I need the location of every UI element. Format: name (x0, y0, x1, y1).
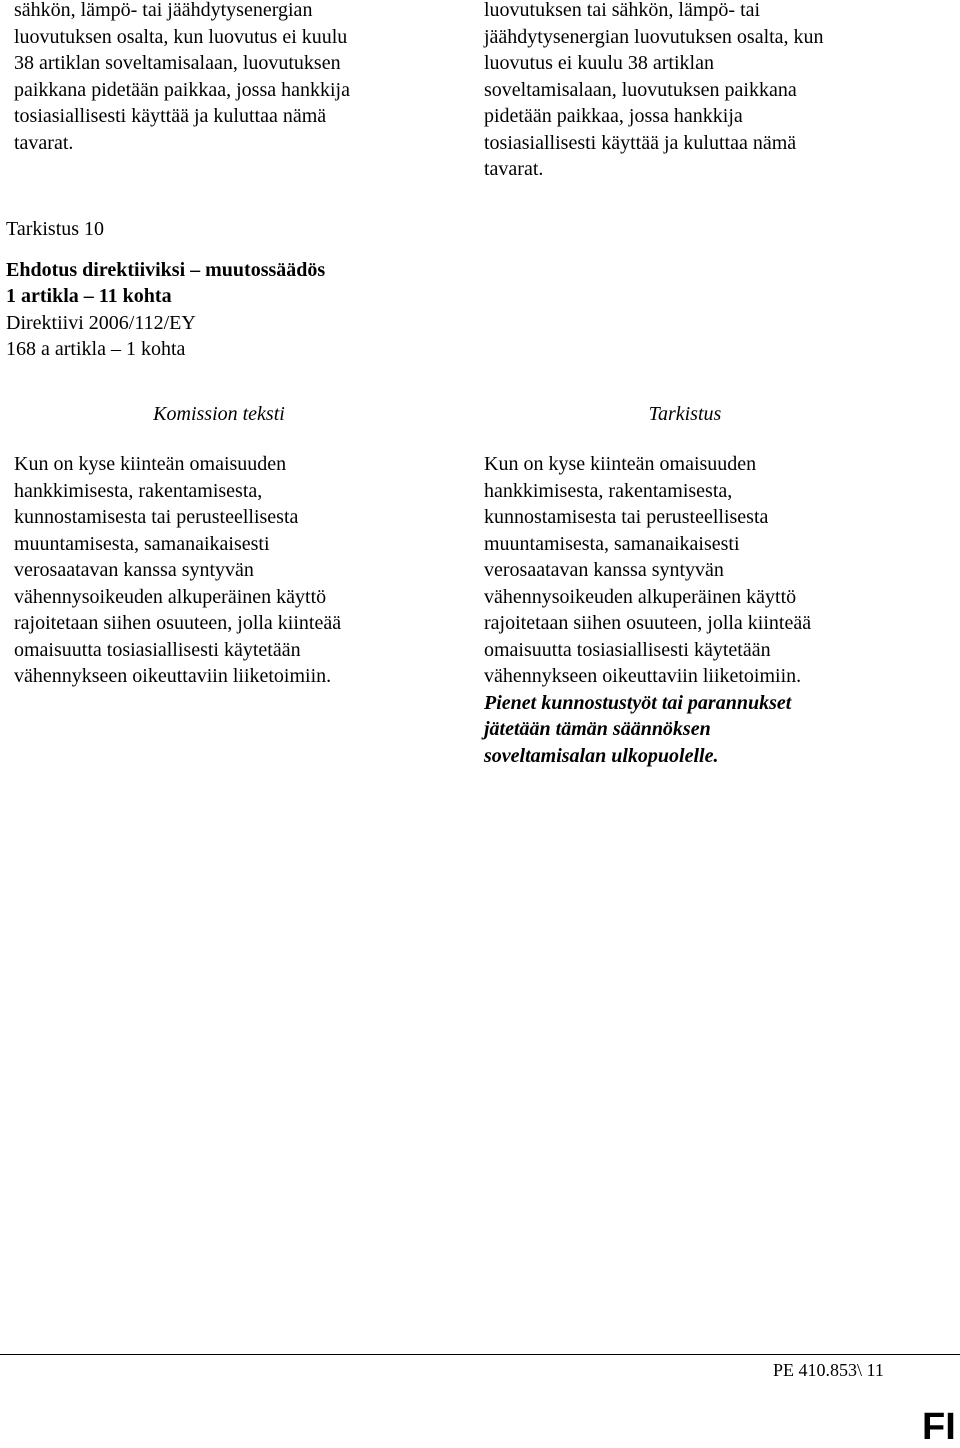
language-code: FI (922, 1406, 956, 1448)
commission-text (14, 451, 424, 690)
text-line: soveltamisalaan, luovutuksen paikkana (484, 78, 797, 101)
text-line: tavarat. (484, 158, 544, 180)
top-left-text (14, 0, 424, 156)
text-line: verosaatavan kanssa syntyvän (14, 559, 254, 581)
text-line: hankkimisesta, rakentamisesta, (484, 479, 733, 502)
added-text-line: Pienet kunnostustyöt tai parannukset (484, 691, 792, 714)
added-text-line: jätetään tämän säännöksen (484, 718, 711, 740)
text-line: luovutuksen tai sähkön, lämpö- tai (484, 0, 761, 21)
paragraph-reference: 168 a artikla – 1 kohta (6, 338, 186, 360)
text-line: Kun on kyse kiinteän omaisuuden (14, 453, 287, 475)
text-line: jäähdytysenergian luovutuksen osalta, kun (484, 25, 824, 48)
amendment-text (484, 451, 894, 769)
column-header-commission: Komission teksti (153, 403, 285, 425)
text-line: muuntamisesta, samanaikaisesti (14, 532, 270, 555)
document-reference: PE 410.853\ 11 (773, 1360, 884, 1380)
directive-reference: Direktiivi 2006/112/EY (6, 311, 196, 334)
text-line: omaisuutta tosiasiallisesti käytetään (14, 638, 301, 661)
text-line: rajoitetaan siihen osuuteen, jolla kiinteää (484, 612, 812, 634)
text-line: tosiasiallisesti käyttää ja kuluttaa nämä (484, 131, 797, 154)
column-header-amendment: Tarkistus (648, 403, 722, 425)
text-line: kunnostamisesta tai perusteellisesta (484, 506, 769, 528)
text-line: paikkana pidetään paikkaa, jossa hankkija (14, 78, 350, 101)
text-line: pidetään paikkaa, jossa hankkija (484, 105, 743, 127)
text-line: muuntamisesta, samanaikaisesti (484, 532, 740, 555)
text-line: omaisuutta tosiasiallisesti käytetään (484, 638, 771, 661)
text-line: rajoitetaan siihen osuuteen, jolla kiinteää (14, 612, 342, 634)
text-line: sähkön, lämpö- tai jäähdytysenergian (14, 0, 313, 21)
top-right-text (484, 0, 894, 183)
text-line: vähennysoikeuden alkuperäinen käyttö (14, 585, 327, 608)
text-line: kunnostamisesta tai perusteellisesta (14, 506, 299, 528)
spacer (6, 243, 325, 257)
text-line: hankkimisesta, rakentamisesta, (14, 479, 263, 502)
proposal-title: Ehdotus direktiiviksi – muutossäädös (6, 258, 326, 281)
text-line: luovutuksen osalta, kun luovutus ei kuulu (14, 25, 348, 48)
amendment-title: Tarkistus 10 (6, 218, 105, 240)
amendment-heading (6, 216, 325, 363)
footer-divider (0, 1354, 960, 1355)
text-line: verosaatavan kanssa syntyvän (484, 559, 724, 581)
text-line: vähennykseen oikeuttaviin liiketoimiin. (14, 665, 332, 687)
article-reference: 1 artikla – 11 kohta (6, 285, 172, 307)
text-line: tavarat. (14, 131, 74, 154)
text-line: vähennykseen oikeuttaviin liiketoimiin. (484, 665, 802, 687)
text-line: Kun on kyse kiinteän omaisuuden (484, 453, 757, 475)
text-line: 38 artiklan soveltamisalaan, luovutuksen (14, 52, 341, 74)
text-line: tosiasiallisesti käyttää ja kuluttaa nämä (14, 105, 327, 127)
text-line: vähennysoikeuden alkuperäinen käyttö (484, 585, 797, 608)
text-line: luovutus ei kuulu 38 artiklan (484, 52, 714, 74)
added-text-line: soveltamisalan ulkopuolelle. (484, 744, 719, 767)
